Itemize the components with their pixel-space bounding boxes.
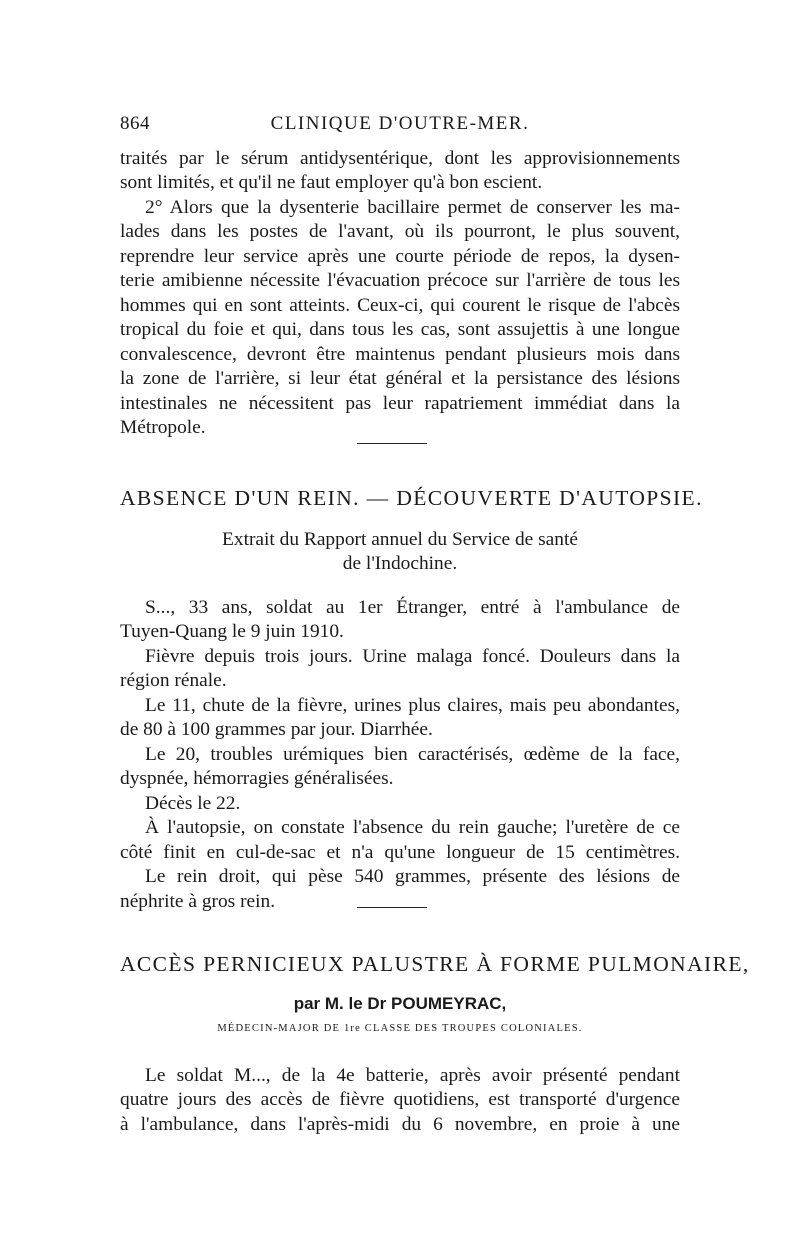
- body-line: Le 20, troubles urémiques bien caractérisés, œdème de la face,: [145, 744, 680, 765]
- body-line: quatre jours des accès de fièvre quotidiens, est transporté d'urgence: [120, 1089, 680, 1110]
- body-line: À l'autopsie, on constate l'absence du rein gauche; l'uretère de ce: [145, 817, 680, 838]
- body-line: traités par le sérum antidysentérique, dont les approvisionnements: [120, 148, 680, 169]
- body-line: la zone de l'arrière, si leur état général et la persistance des lésions: [120, 368, 680, 389]
- body-line: à l'ambulance, dans l'après-midi du 6 novembre, en proie à une: [120, 1114, 680, 1135]
- page-number: 864: [120, 113, 150, 134]
- body-line: convalescence, devront être maintenus pendant plusieurs mois dans: [120, 344, 680, 365]
- section-subtitle: Extrait du Rapport annuel du Service de santé: [222, 529, 578, 550]
- body-line: hommes qui en sont atteints. Ceux-ci, qui courent le risque de l'abcès: [120, 295, 680, 316]
- section-subtitle: de l'Indochine.: [342, 553, 458, 574]
- body-line: Décès le 22.: [145, 793, 241, 814]
- body-line: Métropole.: [120, 417, 206, 438]
- body-line: côté finit en cul-de-sac et n'a qu'une longueur de 15 centimètres.: [120, 842, 680, 863]
- body-line: Tuyen-Quang le 9 juin 1910.: [120, 621, 344, 642]
- body-line: sont limités, et qu'il ne faut employer qu'à bon escient.: [120, 172, 543, 193]
- section-title: ABSENCE D'UN REIN. — DÉCOUVERTE D'AUTOPSIE.: [120, 486, 703, 510]
- body-line: S..., 33 ans, soldat au 1er Étranger, entré à l'ambulance de: [145, 597, 680, 618]
- page-header: [120, 113, 680, 137]
- author-line: par M. le Dr POUMEYRAC,: [293, 994, 507, 1013]
- author-rank: MÉDECIN-MAJOR DE 1re CLASSE DES TROUPES COLONIALES.: [217, 1023, 583, 1034]
- section-divider: [357, 443, 427, 444]
- body-line: Le rein droit, qui pèse 540 grammes, présente des lésions de: [145, 866, 680, 887]
- body-line: de 80 à 100 grammes par jour. Diarrhée.: [120, 719, 433, 740]
- body-line: Fièvre depuis trois jours. Urine malaga foncé. Douleurs dans la: [145, 646, 680, 667]
- body-line: reprendre leur service après une courte période de repos, la dysen-: [120, 246, 680, 267]
- body-line: terie amibienne nécessite l'évacuation précoce sur l'arrière de tous les: [120, 270, 680, 291]
- body-line: dyspnée, hémorragies généralisées.: [120, 768, 394, 789]
- body-line: néphrite à gros rein.: [120, 891, 276, 912]
- section-divider: [357, 907, 427, 908]
- body-line: 2° Alors que la dysenterie bacillaire permet de conserver les ma-: [145, 197, 680, 218]
- body-line: région rénale.: [120, 670, 227, 691]
- running-head: CLINIQUE D'OUTRE-MER.: [270, 113, 530, 134]
- body-line: Le soldat M..., de la 4e batterie, après avoir présenté pendant: [145, 1065, 680, 1086]
- body-line: lades dans les postes de l'avant, où ils pourront, le plus souvent,: [120, 221, 680, 242]
- body-line: tropical du foie et qui, dans tous les cas, sont assujettis à une longue: [120, 319, 680, 340]
- body-line: intestinales ne nécessitent pas leur rapatriement immédiat dans la: [120, 393, 680, 414]
- section-title: ACCÈS PERNICIEUX PALUSTRE À FORME PULMONAIRE,: [120, 952, 750, 976]
- body-line: Le 11, chute de la fièvre, urines plus claires, mais peu abondantes,: [145, 695, 680, 716]
